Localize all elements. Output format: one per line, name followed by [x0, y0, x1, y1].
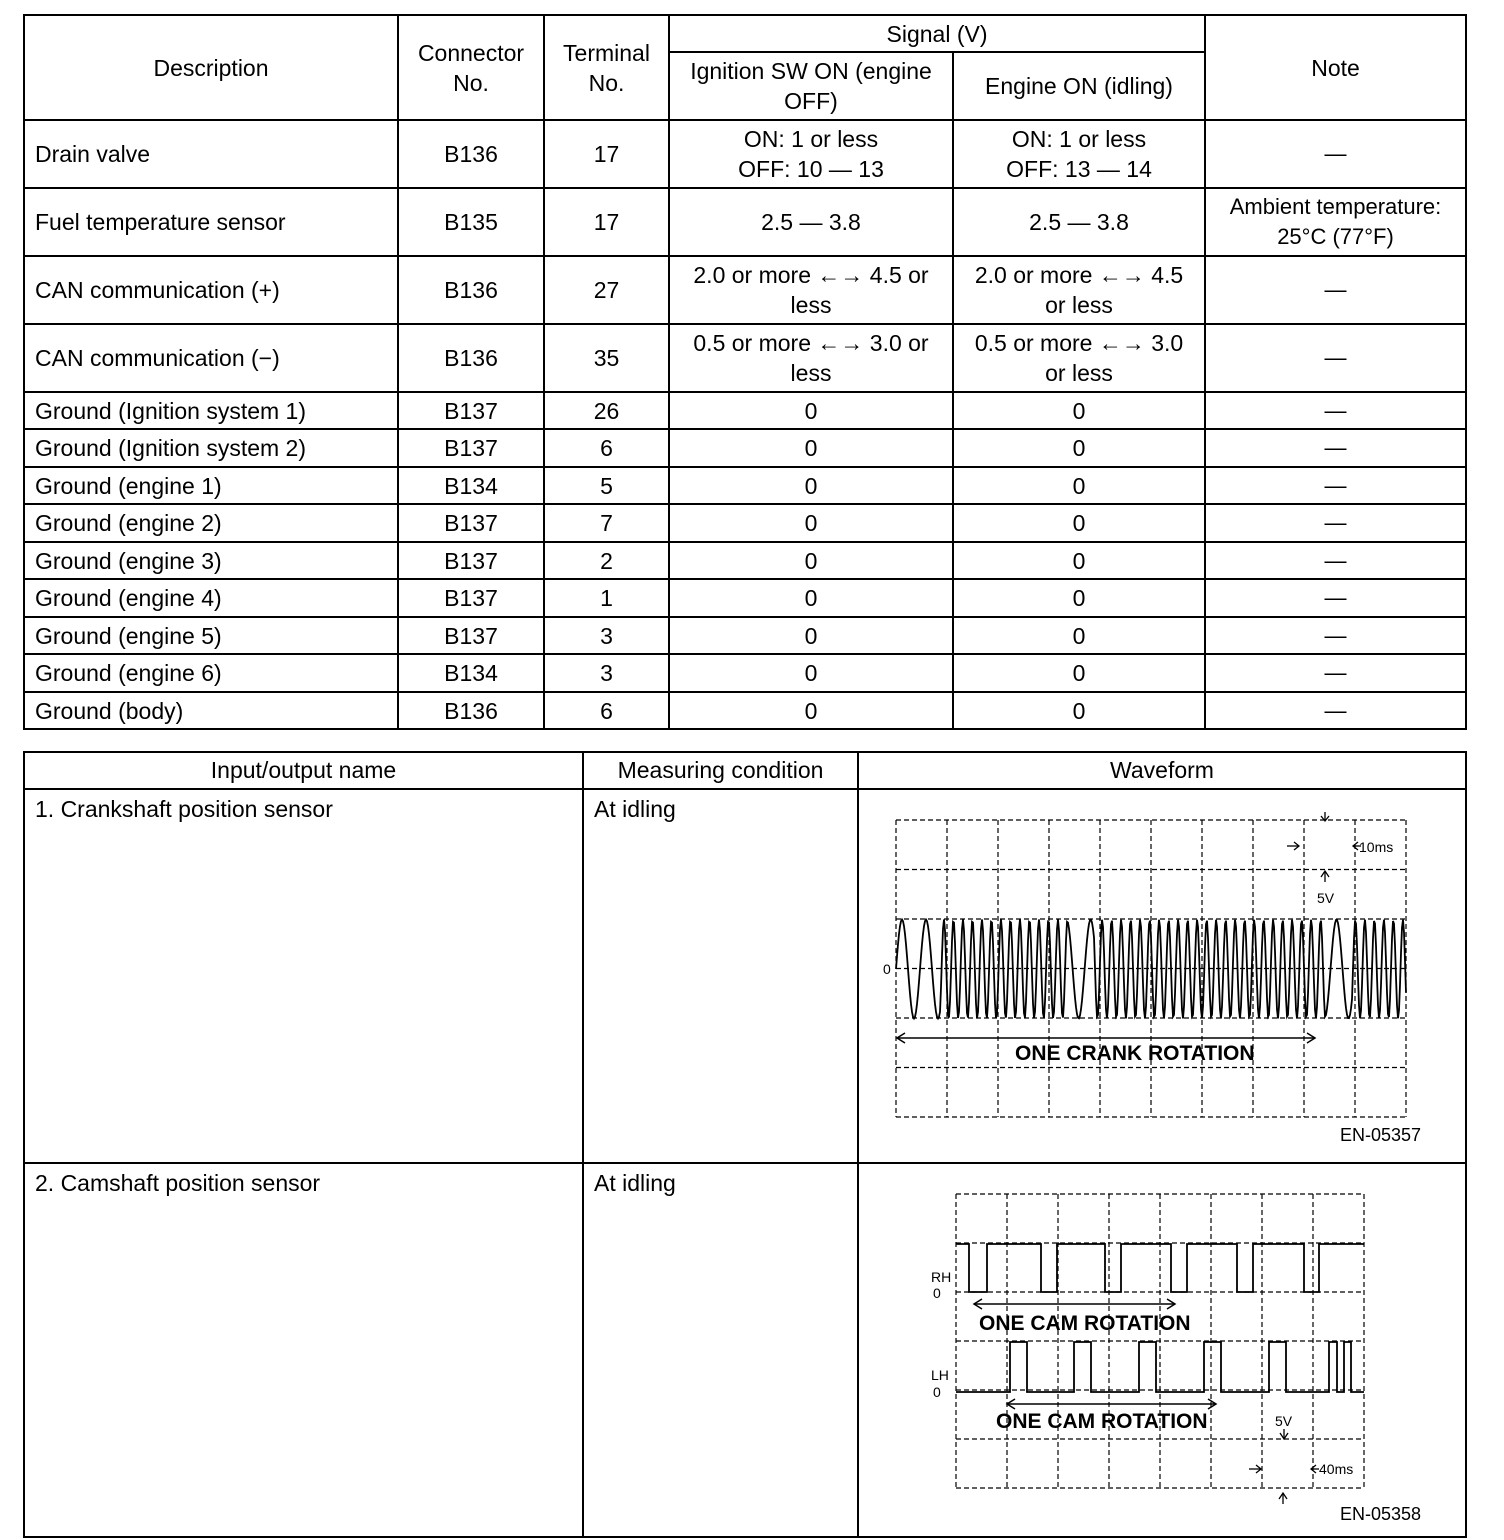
ignition-sw-on-cell: 0 [669, 467, 953, 504]
ignition-sw-on-cell: 0 [669, 617, 953, 654]
description-cell: Ground (engine 2) [24, 504, 398, 542]
engine-on-cell: 0.5 or more ←→ 3.0 or less [953, 324, 1205, 392]
ignition-sw-on-cell: 2.0 or more ←→ 4.5 or less [669, 256, 953, 324]
note-cell: — [1205, 692, 1466, 729]
connector-cell: B137 [398, 617, 544, 654]
terminal-cell: 3 [544, 654, 669, 692]
ignition-sw-on-cell: 0 [669, 392, 953, 429]
header-engine-on: Engine ON (idling) [953, 52, 1205, 120]
note-cell: — [1205, 542, 1466, 579]
ignition-sw-on-cell: 0 [669, 542, 953, 579]
header-connector: Connector No. [398, 15, 544, 120]
description-cell: Fuel temperature sensor [24, 188, 398, 256]
table-row [24, 542, 1466, 579]
terminal-cell: 35 [544, 324, 669, 392]
io-name-crankshaft: 1. Crankshaft position sensor [24, 789, 583, 1163]
table-row [24, 392, 1466, 429]
rh-label: RH [931, 1269, 952, 1285]
connector-cell: B134 [398, 654, 544, 692]
figure-id: EN-05357 [1340, 1125, 1422, 1145]
waveform-table [23, 751, 1467, 1538]
header-description: Description [24, 15, 398, 120]
table-row [24, 429, 1466, 467]
note-cell: — [1205, 504, 1466, 542]
rh-zero-label: 0 [933, 1285, 941, 1301]
zero-level-label: 0 [883, 961, 891, 977]
engine-on-cell: 2.5 — 3.8 [953, 188, 1205, 256]
connector-cell: B136 [398, 120, 544, 188]
connector-cell: B136 [398, 692, 544, 729]
note-cell: — [1205, 467, 1466, 504]
connector-cell: B136 [398, 324, 544, 392]
terminal-cell: 6 [544, 429, 669, 467]
ignition-sw-on-cell: 0 [669, 504, 953, 542]
cam-division-markers [1249, 1429, 1319, 1504]
engine-on-cell: 0 [953, 542, 1205, 579]
io-name-camshaft: 2. Camshaft position sensor [24, 1163, 583, 1537]
note-cell: — [1205, 324, 1466, 392]
connector-cell: B137 [398, 504, 544, 542]
description-cell: CAN communication (+) [24, 256, 398, 324]
engine-on-cell: 0 [953, 392, 1205, 429]
cam-volt-division-label: 5V [1275, 1413, 1293, 1429]
ignition-sw-on-cell: 0 [669, 692, 953, 729]
terminal-cell: 27 [544, 256, 669, 324]
cam-rotation-label-rh: ONE CAM ROTATION [979, 1312, 1191, 1335]
description-cell: Ground (engine 3) [24, 542, 398, 579]
note-cell: — [1205, 392, 1466, 429]
terminal-cell: 7 [544, 504, 669, 542]
header-waveform: Waveform [858, 752, 1466, 789]
engine-on-cell: 0 [953, 579, 1205, 617]
table-row [24, 692, 1466, 729]
connector-cell: B137 [398, 429, 544, 467]
description-cell: Ground (engine 1) [24, 467, 398, 504]
engine-on-cell: 2.0 or more ←→ 4.5 or less [953, 256, 1205, 324]
table-row [24, 654, 1466, 692]
engine-on-cell: 0 [953, 654, 1205, 692]
time-division-label: 10ms [1359, 839, 1394, 855]
connector-cell: B135 [398, 188, 544, 256]
signal-table [23, 14, 1467, 730]
ignition-sw-on-cell: 0 [669, 579, 953, 617]
lh-zero-label: 0 [933, 1384, 941, 1400]
cam-rotation-arrow-lh [1007, 1399, 1216, 1409]
oscilloscope-grid [896, 820, 1406, 1117]
engine-on-cell: 0 [953, 692, 1205, 729]
ignition-sw-on-cell: ON: 1 or less OFF: 10 — 13 [669, 120, 953, 188]
terminal-cell: 3 [544, 617, 669, 654]
terminal-cell: 17 [544, 120, 669, 188]
condition-crankshaft: At idling [583, 789, 858, 1163]
condition-camshaft: At idling [583, 1163, 858, 1537]
table-row [24, 256, 1466, 324]
oscilloscope-grid [956, 1194, 1364, 1488]
note-cell: — [1205, 120, 1466, 188]
cam-rotation-label-lh: ONE CAM ROTATION [996, 1410, 1208, 1433]
crank-rotation-label: ONE CRANK ROTATION [1015, 1042, 1255, 1065]
note-cell: — [1205, 654, 1466, 692]
table-row [24, 617, 1466, 654]
description-cell: CAN communication (−) [24, 324, 398, 392]
volt-division-label: 5V [1317, 890, 1335, 906]
header-measuring-condition: Measuring condition [583, 752, 858, 789]
terminal-cell: 2 [544, 542, 669, 579]
description-cell: Ground (Ignition system 1) [24, 392, 398, 429]
crank-waveform-figure [859, 790, 1465, 1156]
engine-on-cell: 0 [953, 617, 1205, 654]
terminal-cell: 1 [544, 579, 669, 617]
table-row [24, 504, 1466, 542]
waveform-crankshaft-cell [858, 789, 1466, 1163]
table-row [24, 324, 1466, 392]
note-cell: Ambient temperature: 25°C (77°F) [1205, 188, 1466, 256]
connector-cell: B137 [398, 579, 544, 617]
header-ignition-sw-on: Ignition SW ON (engine OFF) [669, 52, 953, 120]
ignition-sw-on-cell: 0 [669, 429, 953, 467]
note-cell: — [1205, 579, 1466, 617]
lh-label: LH [931, 1367, 949, 1383]
ignition-sw-on-cell: 0.5 or more ←→ 3.0 or less [669, 324, 953, 392]
connector-cell: B137 [398, 542, 544, 579]
note-cell: — [1205, 429, 1466, 467]
header-io-name: Input/output name [24, 752, 583, 789]
engine-on-cell: 0 [953, 504, 1205, 542]
engine-on-cell: 0 [953, 467, 1205, 504]
description-cell: Ground (engine 5) [24, 617, 398, 654]
header-note: Note [1205, 15, 1466, 120]
table-row [24, 579, 1466, 617]
description-cell: Ground (body) [24, 692, 398, 729]
header-signal: Signal (V) [669, 15, 1205, 52]
note-cell: — [1205, 256, 1466, 324]
table-row [24, 188, 1466, 256]
engine-on-cell: 0 [953, 429, 1205, 467]
figure-id: EN-05358 [1340, 1504, 1422, 1524]
ignition-sw-on-cell: 0 [669, 654, 953, 692]
connector-cell: B134 [398, 467, 544, 504]
table-row [24, 120, 1466, 188]
table-row [24, 467, 1466, 504]
description-cell: Ground (Ignition system 2) [24, 429, 398, 467]
connector-cell: B137 [398, 392, 544, 429]
engine-on-cell: ON: 1 or less OFF: 13 — 14 [953, 120, 1205, 188]
cam-rotation-arrow-rh [974, 1299, 1175, 1309]
terminal-cell: 5 [544, 467, 669, 504]
waveform-camshaft-cell [858, 1163, 1466, 1537]
header-terminal: Terminal No. [544, 15, 669, 120]
connector-cell: B136 [398, 256, 544, 324]
terminal-cell: 26 [544, 392, 669, 429]
note-cell: — [1205, 617, 1466, 654]
time-division-marker [1287, 812, 1361, 882]
terminal-cell: 17 [544, 188, 669, 256]
ignition-sw-on-cell: 2.5 — 3.8 [669, 188, 953, 256]
description-cell: Ground (engine 6) [24, 654, 398, 692]
cam-time-division-label: 40ms [1319, 1461, 1354, 1477]
description-cell: Ground (engine 4) [24, 579, 398, 617]
terminal-cell: 6 [544, 692, 669, 729]
description-cell: Drain valve [24, 120, 398, 188]
cam-waveform-figure [859, 1164, 1465, 1530]
